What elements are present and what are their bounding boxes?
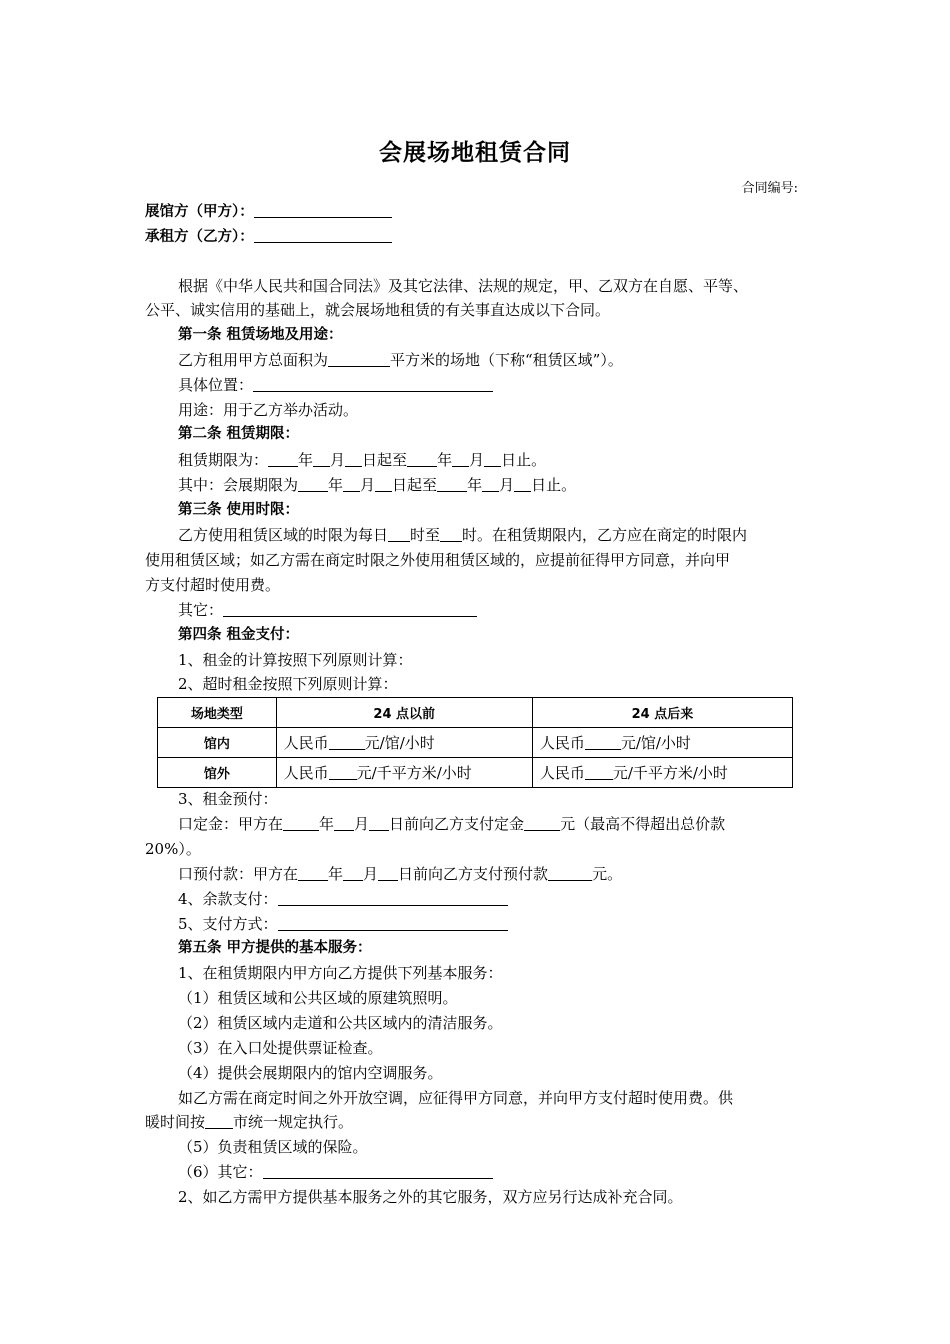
party-a-line — [145, 202, 392, 222]
rent-prepay-line: 3、租金预付： — [178, 790, 278, 808]
blank — [440, 526, 462, 542]
payment-method-line — [178, 914, 508, 934]
year-text: 年 — [437, 451, 453, 469]
venue-type-cell: 馆内 — [158, 728, 277, 758]
advance-payment-line — [178, 864, 622, 884]
table-header-row — [158, 698, 793, 728]
blank — [452, 451, 469, 467]
currency-text: 人民币 — [539, 734, 585, 752]
party-a-blank — [254, 202, 392, 218]
usage-text-c: 时。在租赁期限内，乙方应在商定的时限内 — [462, 526, 748, 544]
payment-method-label: 5、支付方式： — [178, 915, 278, 933]
deposit-line — [178, 814, 725, 834]
service-item: （3）在入口处提供票证检查。 — [178, 1039, 383, 1057]
service-item: （4）提供会展期限内的馆内空调服务。 — [178, 1064, 443, 1082]
blank — [548, 865, 592, 881]
article-3-heading: 第三条 使用时限： — [178, 502, 300, 518]
document-title: 会展场地租赁合同 — [379, 140, 571, 166]
deposit-text-c: 元（最高不得超出总价款 — [560, 815, 726, 833]
blank — [268, 451, 298, 467]
lease-period-line — [178, 450, 546, 470]
deposit-text-a: 口定金：甲方在 — [178, 815, 284, 833]
service-other-line — [178, 1162, 493, 1182]
rate-cell — [532, 728, 792, 758]
month-text: 月 — [360, 476, 376, 494]
year-text: 年 — [467, 476, 483, 494]
table-header: 24 点后来 — [532, 698, 792, 728]
service-other-label: （6）其它： — [178, 1163, 263, 1181]
other-blank — [223, 601, 477, 617]
blank — [369, 815, 389, 831]
blank — [378, 865, 398, 881]
unit-text: 元/千平方米/小时 — [356, 764, 472, 782]
blank — [514, 476, 531, 492]
service-item: （2）租赁区域内走道和公共区域内的清洁服务。 — [178, 1014, 503, 1032]
blank — [388, 526, 410, 542]
article-2-heading: 第二条 租赁期限： — [178, 426, 300, 442]
month-text: 月 — [330, 451, 346, 469]
service-item: （5）负责租赁区域的保险。 — [178, 1138, 368, 1156]
blank — [437, 476, 467, 492]
usage-text-a: 乙方使用租赁区域的时限为每日 — [178, 526, 389, 544]
balance-payment-line — [178, 889, 508, 909]
month-text: 月 — [469, 451, 485, 469]
payment-method-blank — [278, 915, 508, 931]
table-row — [158, 758, 793, 788]
balance-label: 4、余款支付： — [178, 890, 278, 908]
blank — [205, 1113, 233, 1129]
rate-cell — [532, 758, 792, 788]
year-text: 年 — [319, 815, 335, 833]
deposit-text-b: 日前向乙方支付定金 — [389, 815, 525, 833]
year-text: 年 — [328, 476, 344, 494]
article-1-area-line — [178, 350, 623, 370]
contract-number-label: 合同编号: — [741, 181, 798, 196]
table-row — [158, 728, 793, 758]
heating-text-a: 暖时间按 — [145, 1113, 206, 1131]
heating-text-b: 市统一规定执行。 — [233, 1113, 354, 1131]
article-1-heading: 第一条 租赁场地及用途： — [178, 327, 343, 343]
party-a-label: 展馆方（甲方）： — [145, 204, 254, 220]
usage-other-line — [178, 600, 477, 620]
blank — [343, 476, 360, 492]
blank — [345, 451, 362, 467]
advance-text-c: 元。 — [592, 865, 623, 883]
day-from-text: 日起至 — [362, 451, 408, 469]
table-header: 24 点以前 — [276, 698, 532, 728]
service-other-blank — [263, 1163, 493, 1179]
rate-cell — [276, 758, 532, 788]
balance-blank — [278, 890, 508, 906]
party-b-blank — [254, 227, 392, 243]
table-header: 场地类型 — [158, 698, 277, 728]
day-from-text: 日起至 — [392, 476, 438, 494]
party-b-label: 承租方（乙方）： — [145, 229, 254, 245]
month-text: 月 — [354, 815, 370, 833]
expo-period-line — [178, 475, 576, 495]
usage-line-3: 方支付超时使用费。 — [145, 576, 281, 594]
article-1-location-line — [178, 375, 493, 395]
usage-line-2: 使用租赁区域；如乙方需在商定时限之外使用租赁区域的，应提前征得甲方同意，并向甲 — [145, 551, 731, 569]
aircon-line-1: 如乙方需在商定时间之外开放空调，应征得甲方同意，并向甲方支付超时使用费。供 — [178, 1089, 734, 1107]
currency-text: 人民币 — [283, 764, 329, 782]
blank — [585, 764, 613, 780]
area-blank — [328, 351, 390, 367]
blank — [343, 865, 363, 881]
aircon-line-2 — [145, 1112, 353, 1132]
other-label: 其它： — [178, 601, 224, 619]
blank — [298, 865, 328, 881]
blank — [283, 815, 319, 831]
blank — [329, 764, 357, 780]
expo-period-label: 其中：会展期限为 — [178, 476, 299, 494]
unit-text: 元/馆/小时 — [364, 734, 435, 752]
advance-text-a: 口预付款：甲方在 — [178, 865, 299, 883]
article-4-heading: 第四条 租金支付： — [178, 627, 300, 643]
party-b-line — [145, 227, 392, 247]
unit-text: 元/千平方米/小时 — [612, 764, 728, 782]
area-text-a: 乙方租用甲方总面积为 — [178, 351, 329, 369]
location-label: 具体位置： — [178, 376, 254, 394]
blank — [334, 815, 354, 831]
currency-text: 人民币 — [283, 734, 329, 752]
preamble-line-2: 公平、诚实信用的基础上，就会展场地租赁的有关事直达成以下合同。 — [145, 301, 611, 319]
supplementary-contract-line: 2、如乙方需甲方提供基本服务之外的其它服务，双方应另行达成补充合同。 — [178, 1188, 683, 1206]
blank — [329, 734, 365, 750]
day-end-text: 日止。 — [501, 451, 547, 469]
month-text: 月 — [363, 865, 379, 883]
advance-text-b: 日前向乙方支付预付款 — [398, 865, 549, 883]
year-text: 年 — [298, 451, 314, 469]
location-blank — [253, 376, 493, 392]
article-5-heading: 第五条 甲方提供的基本服务： — [178, 940, 372, 956]
usage-hours-line — [178, 525, 747, 545]
overtime-rent-line: 2、超时租金按照下列原则计算： — [178, 675, 398, 693]
month-text: 月 — [499, 476, 515, 494]
blank — [407, 451, 437, 467]
day-end-text: 日止。 — [531, 476, 577, 494]
lease-period-label: 租赁期限为： — [178, 451, 269, 469]
blank — [375, 476, 392, 492]
area-text-b: 平方米的场地（下称“租赁区域”）。 — [390, 351, 623, 369]
overtime-rent-table — [157, 697, 793, 788]
blank — [585, 734, 621, 750]
currency-text: 人民币 — [539, 764, 585, 782]
unit-text: 元/馆/小时 — [620, 734, 691, 752]
blank — [524, 815, 560, 831]
rent-calc-line: 1、租金的计算按照下列原则计算： — [178, 651, 413, 669]
service-item: （1）租赁区域和公共区域的原建筑照明。 — [178, 989, 458, 1007]
blank — [313, 451, 330, 467]
services-intro: 1、在租赁期限内甲方向乙方提供下列基本服务： — [178, 964, 503, 982]
article-1-purpose: 用途：用于乙方举办活动。 — [178, 401, 359, 419]
deposit-line-2: 20%）。 — [145, 840, 201, 858]
blank — [298, 476, 328, 492]
blank — [484, 451, 501, 467]
rate-cell — [276, 728, 532, 758]
year-text: 年 — [328, 865, 344, 883]
venue-type-cell: 馆外 — [158, 758, 277, 788]
preamble-line-1: 根据《中华人民共和国合同法》及其它法律、法规的规定，甲、乙双方在自愿、平等、 — [178, 277, 749, 295]
blank — [482, 476, 499, 492]
usage-text-b: 时至 — [410, 526, 441, 544]
